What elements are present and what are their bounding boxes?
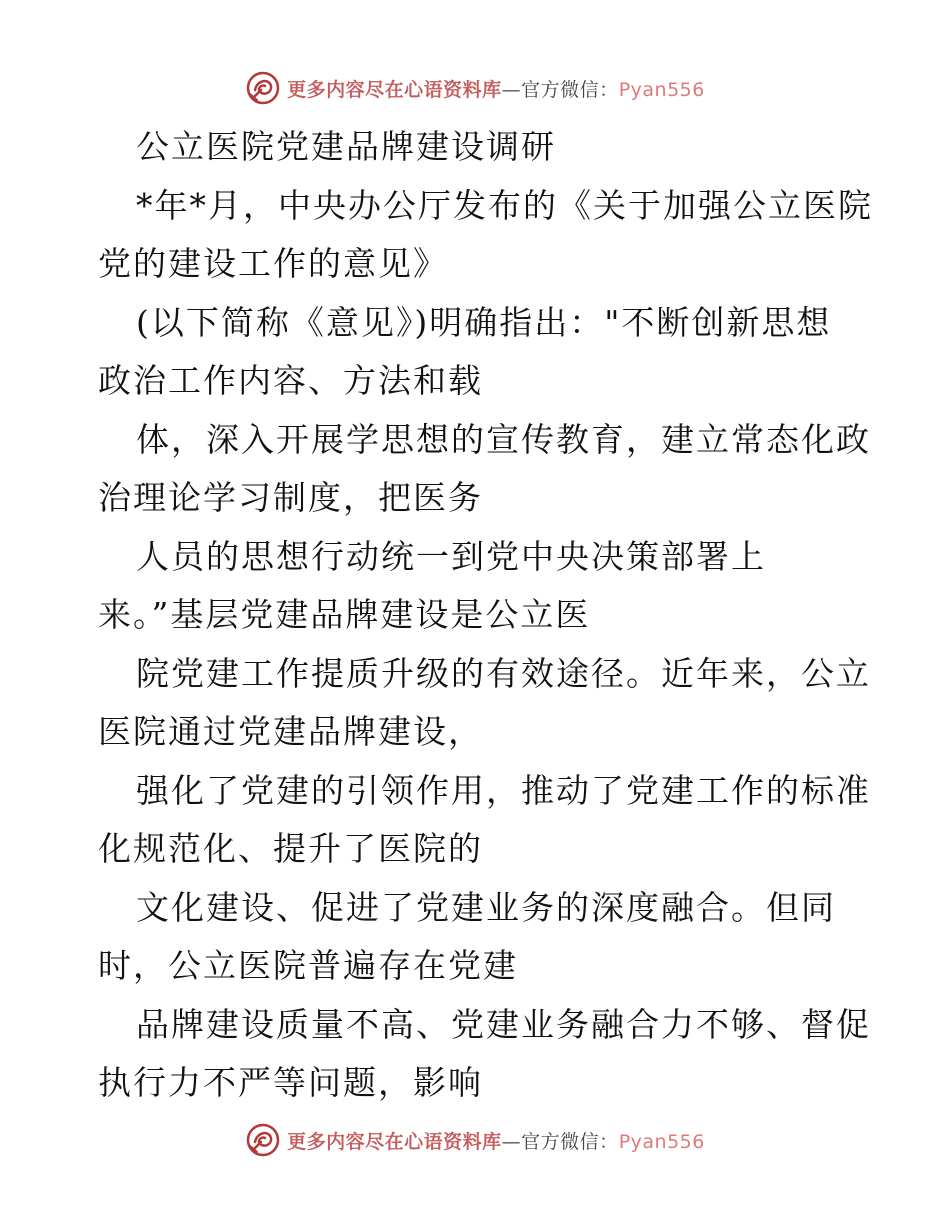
- text-line: 品牌建设质量不高、党建业务融合力不够、督促: [136, 1004, 871, 1044]
- text-line: 化规范化、提升了医院的: [98, 829, 483, 868]
- text-line: 医院通过党建品牌建设，: [98, 712, 483, 751]
- banner-dash: —: [501, 1130, 522, 1153]
- text-line: 党的建设工作的意见》: [98, 244, 448, 283]
- text-line: 文化建设、促进了党建业务的深度融合。但同: [136, 887, 836, 927]
- banner-brand-text: 更多内容尽在心语资料库: [287, 1130, 502, 1153]
- rose-logo-icon: [245, 70, 281, 106]
- text-line: 强化了党建的引领作用，推动了党建工作的标准: [136, 770, 871, 810]
- text-line: 来。”基层党建品牌建设是公立医: [98, 595, 591, 634]
- header-banner: [0, 70, 950, 106]
- banner-wechat-label: 官方微信：: [521, 1130, 619, 1153]
- banner-brand-text: 更多内容尽在心语资料库: [287, 78, 502, 101]
- rose-logo-icon: [245, 1122, 281, 1158]
- footer-banner: [0, 1122, 950, 1158]
- banner-wechat-label: 官方微信：: [521, 78, 619, 101]
- document-body: [98, 118, 873, 1113]
- text-line: *年*月，中央办公厅发布的《关于加强公立医院: [136, 185, 873, 225]
- text-line: 政治工作内容、方法和载: [98, 361, 483, 400]
- text-line: 治理论学习制度，把医务: [98, 478, 483, 517]
- text-line: 时，公立医院普遍存在党建: [98, 946, 518, 985]
- text-line: 执行力不严等问题，影响: [98, 1063, 483, 1102]
- banner-dash: —: [501, 78, 522, 101]
- text-line: 人员的思想行动统一到党中央决策部署上: [136, 536, 766, 576]
- document-title: 公立医院党建品牌建设调研: [136, 127, 556, 166]
- text-line: 体，深入开展学思想的宣传教育，建立常态化政: [136, 419, 871, 459]
- text-line: (以下简称《意见》)明确指出："不断创新思想: [136, 302, 832, 342]
- banner-wechat-id: Pyan556: [618, 1130, 705, 1153]
- banner-wechat-id: Pyan556: [618, 78, 705, 101]
- text-line: 院党建工作提质升级的有效途径。近年来，公立: [136, 653, 871, 693]
